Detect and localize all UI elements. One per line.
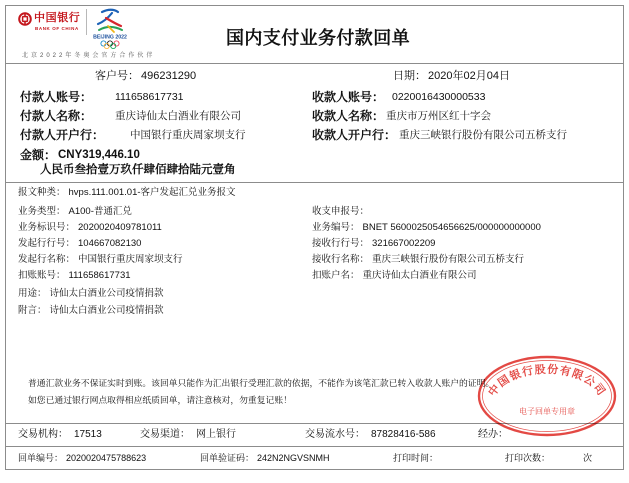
emblem-stroke-red [106, 18, 121, 26]
message-type-field [18, 186, 236, 199]
bank-of-china-logo-icon [18, 12, 32, 26]
transaction-institution-field [18, 428, 102, 442]
stamp-inner-ring [483, 361, 612, 432]
payee-account-label: 收款人账号： [312, 90, 385, 104]
verify-code-label: 回单验证码： [200, 452, 255, 463]
transaction-channel-label: 交易渠道： [140, 428, 190, 440]
purpose-label: 用途： [18, 287, 47, 299]
business-number-label: 业务编号： [312, 221, 360, 233]
message-type-label: 报文种类： [18, 186, 66, 198]
verify-code-field [200, 452, 330, 465]
receipt-number-field [18, 452, 146, 465]
amount-value: CNY319,446.10 [58, 149, 140, 161]
emblem-stroke-left [98, 13, 112, 24]
handler-label: 经办： [478, 428, 508, 440]
remark-field [18, 304, 164, 317]
receipt-number-value: 2020020475788623 [66, 452, 147, 463]
customer-number-field [95, 69, 196, 83]
sender-bank-name-label: 发起行名称： [18, 253, 76, 265]
date-value: 2020年02月04日 [428, 70, 510, 82]
business-number-field [312, 221, 541, 234]
payer-bank-label: 付款人开户行： [20, 128, 105, 142]
receiver-bank-name-field [312, 253, 524, 266]
business-type-label: 业务类型： [18, 205, 66, 217]
business-number-value: BNET 5600025054656625/000000000000 [362, 221, 541, 233]
declaration-number-field [312, 205, 369, 218]
receiver-bank-number-field [312, 237, 435, 250]
receipt-number-label: 回单编号： [18, 452, 64, 463]
receiver-bank-number-value: 321667002209 [372, 237, 436, 249]
payer-account-label: 付款人账号： [20, 90, 93, 104]
receiver-bank-number-label: 接收行行号： [312, 237, 370, 249]
amount-label: 金额： [20, 148, 57, 162]
olympic-partner-text: 北京2022年冬奥会官方合作伙伴 [22, 53, 156, 59]
message-type-value: hvps.111.001.01-客户发起汇兑业务报文 [68, 186, 236, 198]
payee-bank-value: 重庆三峡银行股份有限公司五桥支行 [399, 129, 567, 141]
date-field [393, 69, 510, 83]
stamp-outer-ring [479, 357, 615, 435]
bank-name-cn: 中国银行 [34, 12, 81, 24]
notice-line: 如您已通过银行网点取得相应纸质回单，请注意核对，勿重复记账！ [28, 395, 292, 405]
sender-bank-number-value: 104667082130 [78, 237, 142, 249]
stamp-purpose: 电子回单专用章 [519, 407, 575, 416]
debit-account-label: 扣账账号： [18, 269, 66, 281]
sender-bank-name-field [18, 253, 183, 266]
debit-account-name-value: 重庆诗仙太白酒业有限公司 [362, 269, 477, 281]
sender-bank-number-field [18, 237, 141, 250]
print-count-unit: 次 [583, 452, 593, 463]
logo-divider [86, 9, 87, 35]
payee-name-value: 重庆市万州区红十字会 [386, 110, 491, 122]
debit-account-field [18, 269, 131, 282]
olympic-text: BEIJING 2022 [93, 34, 127, 41]
sender-bank-number-label: 发起行行号： [18, 237, 76, 249]
payee-account-value: 0220016430000533 [392, 91, 486, 103]
receiver-bank-name-value: 重庆三峡银行股份有限公司五桥支行 [372, 253, 525, 265]
logo-square [23, 17, 28, 22]
remark-value: 诗仙太白酒业公司疫情捐款 [49, 304, 164, 316]
page-title: 国内支付业务付款回单 [226, 28, 410, 48]
purpose-value: 诗仙太白酒业公司疫情捐款 [49, 287, 164, 299]
debit-account-value: 111658617731 [68, 269, 131, 281]
print-time-field [393, 452, 438, 465]
notice-line: 普通汇款业务不保证实时到账。该回单只能作为汇出银行受理汇款的依据，不能作为该笔汇款已转入收款人账户的证明。 [28, 378, 495, 388]
transaction-serial-label: 交易流水号： [305, 428, 365, 440]
payer-account-value: 111658617731 [115, 91, 184, 103]
bank-name-en: BANK OF CHINA [35, 26, 79, 31]
customer-number-label: 客户号： [95, 70, 139, 82]
print-time-label: 打印时间： [393, 452, 439, 463]
verify-code-value: 242N2NGVSNMH [257, 452, 330, 463]
business-type-field [18, 205, 132, 218]
date-label: 日期： [393, 70, 426, 82]
beijing-2022-emblem-icon [90, 6, 130, 50]
payer-name-label: 付款人名称： [20, 109, 93, 123]
header-divider [5, 63, 624, 64]
transaction-institution-label: 交易机构： [18, 428, 68, 440]
transaction-channel-value: 网上银行 [196, 428, 236, 440]
purpose-field [18, 287, 164, 300]
footer-row-divider [5, 446, 624, 447]
customer-number-value: 496231290 [141, 70, 197, 82]
business-id-field [18, 221, 162, 234]
payer-name-value: 重庆诗仙太白酒业有限公司 [115, 110, 241, 122]
payer-bank-value: 中国银行重庆周家坝支行 [130, 129, 246, 141]
receiver-bank-name-label: 接收行名称： [312, 253, 370, 265]
transaction-serial-field [305, 428, 436, 442]
debit-account-name-field [312, 269, 477, 282]
print-count-label: 打印次数： [505, 452, 551, 463]
section-divider [5, 182, 624, 183]
declaration-number-label: 收支申报号： [312, 205, 370, 217]
amount-in-words: 人民币叁拾壹万玖仟肆佰肆拾陆元壹角 [40, 164, 236, 176]
print-count-field [505, 452, 550, 465]
transaction-serial-value: 87828416-586 [371, 428, 436, 440]
remark-label: 附言： [18, 304, 47, 316]
sender-bank-name-value: 中国银行重庆周家坝支行 [78, 253, 183, 265]
payee-bank-label: 收款人开户行： [312, 128, 397, 142]
debit-account-name-label: 扣账户名： [312, 269, 360, 281]
payee-name-label: 收款人名称： [312, 109, 385, 123]
electronic-receipt-stamp [476, 354, 618, 438]
transaction-channel-field [140, 428, 236, 442]
business-type-value: A100-普通汇兑 [68, 205, 132, 217]
business-id-value: 2020020409781011 [78, 221, 162, 233]
business-id-label: 业务标识号： [18, 221, 76, 233]
transaction-institution-value: 17513 [74, 428, 102, 440]
stamp-org: 中国银行股份有限公司 [485, 362, 609, 399]
emblem-stroke-top [102, 10, 118, 12]
